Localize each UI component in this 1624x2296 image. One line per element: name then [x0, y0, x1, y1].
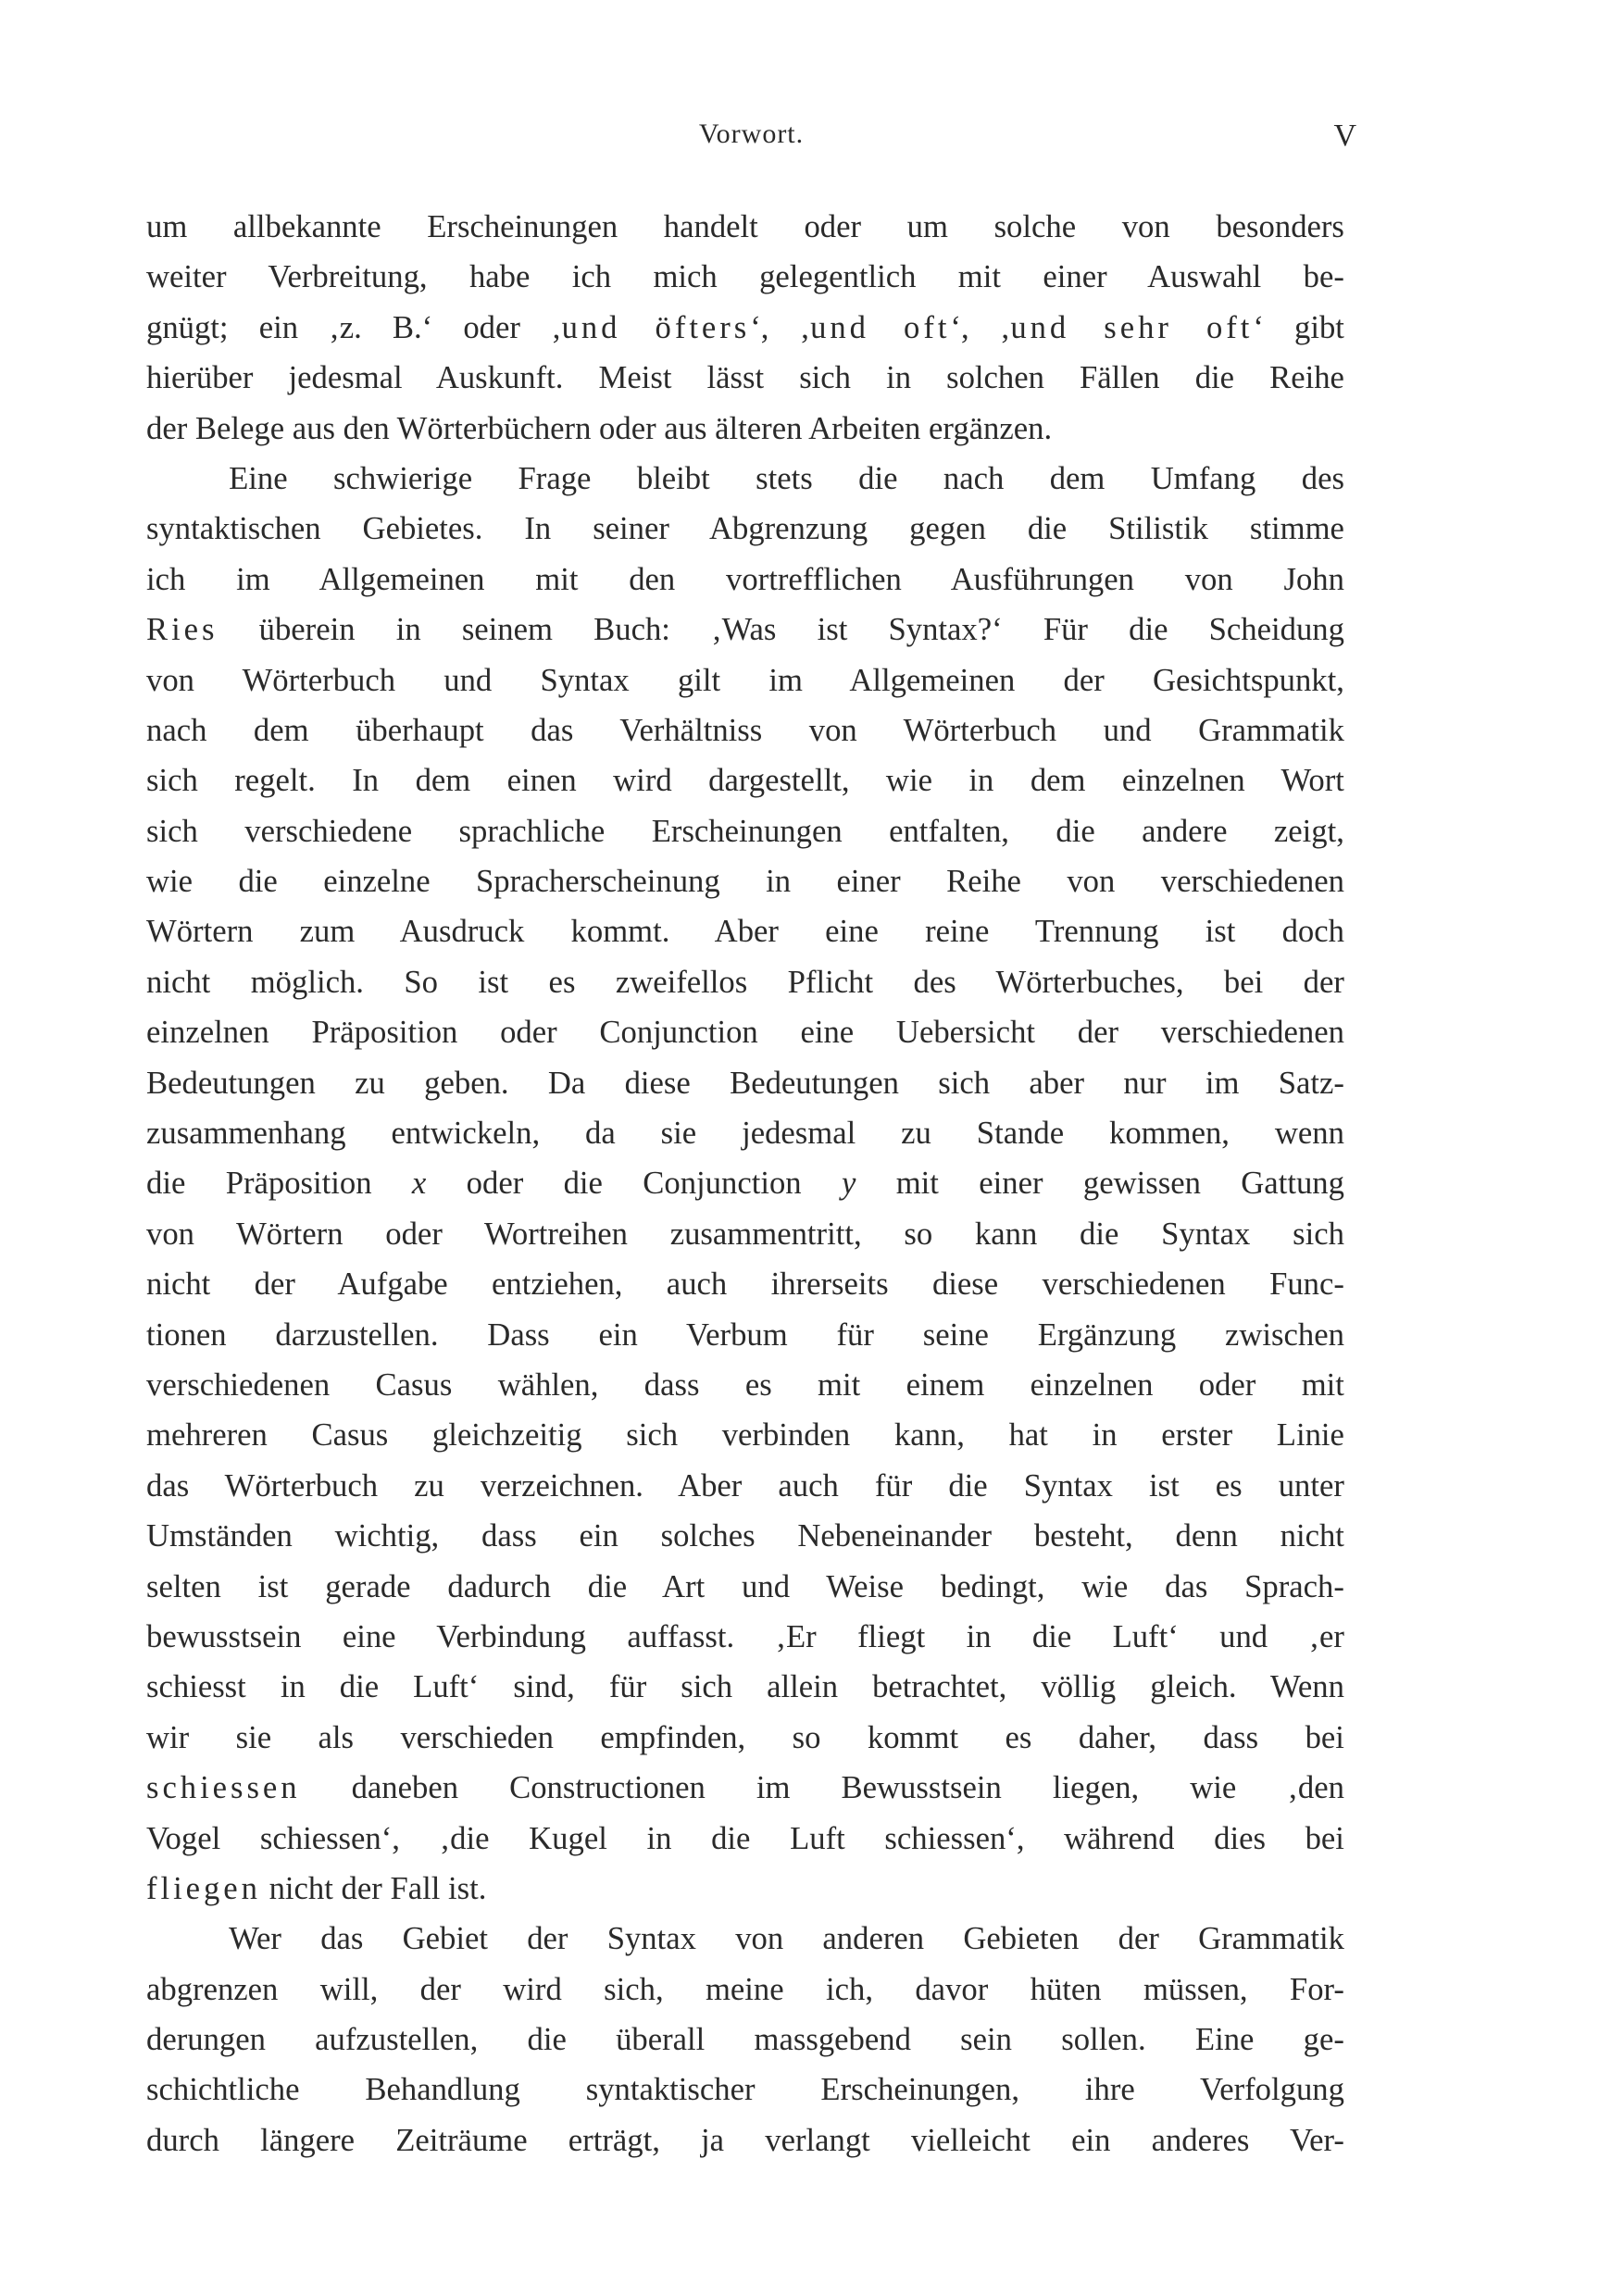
text-line — [146, 1864, 1344, 1914]
text-segment: nicht möglich. So ist es zweifellos Pflicht des Wörterbuches, bei der — [146, 963, 1344, 1000]
text-line — [146, 1310, 1344, 1360]
text-line — [146, 1410, 1344, 1460]
text-segment: oder die Conjunction — [426, 1165, 842, 1202]
text-segment: Umständen wichtig, dass ein solches Nebeneinander besteht, denn nicht — [146, 1517, 1344, 1554]
text-segment: verschiedenen Casus wählen, dass es mit einem einzelnen oder mit — [146, 1366, 1344, 1403]
text-line — [146, 2065, 1344, 2115]
text-line — [146, 1814, 1344, 1864]
text-segment: Wer das Gebiet der Syntax von anderen Gebieten der Grammatik — [229, 1920, 1344, 1957]
spaced-emphasis: und sehr oft — [1010, 308, 1254, 345]
text-line — [146, 1662, 1344, 1712]
text-segment: zusammenhang entwickeln, da sie jedesmal zu Stande kommen, wenn — [146, 1115, 1344, 1152]
text-segment: überein in seinem Buch: ‚Was ist Syntax?‘ Für die Scheidung — [218, 611, 1344, 648]
text-line — [146, 2115, 1344, 2165]
text-segment: bewusstsein eine Verbindung auffasst. ‚Er fliegt in die Luft‘ und ‚er — [146, 1617, 1344, 1654]
text-line — [146, 404, 1344, 454]
spaced-emphasis: und oft — [810, 308, 951, 345]
text-segment: mehreren Casus gleichzeitig sich verbinden kann, hat in erster Linie — [146, 1416, 1344, 1454]
text-line — [146, 1562, 1344, 1612]
running-head-title: Vorwort. — [698, 119, 805, 149]
text-line — [146, 906, 1344, 956]
text-segment: tionen darzustellen. Dass ein Verbum für seine Ergänzung zwischen — [146, 1316, 1344, 1353]
text-line — [146, 504, 1344, 554]
spaced-emphasis: fliegen — [146, 1869, 261, 1906]
text-line — [146, 1158, 1344, 1208]
text-segment: nicht der Fall ist. — [260, 1869, 487, 1906]
text-line — [146, 1209, 1344, 1259]
running-head — [146, 119, 1356, 159]
text-segment: nicht der Aufgabe entziehen, auch ihrerseits diese verschiedenen Func- — [146, 1266, 1344, 1303]
text-segment: ich im Allgemeinen mit den vortrefflichen Ausführungen von John — [146, 560, 1344, 597]
text-segment: sich verschiedene sprachliche Erscheinungen entfalten, die andere zeigt, — [146, 812, 1344, 849]
spaced-emphasis: und öfters — [561, 308, 751, 345]
text-segment: mit einer gewissen Gattung — [856, 1165, 1344, 1202]
text-segment: wie die einzelne Spracherscheinung in einer Reihe von verschiedenen — [146, 863, 1344, 900]
text-segment: nach dem überhaupt das Verhältniss von Wörterbuch und Grammatik — [146, 711, 1344, 748]
text-line — [146, 1007, 1344, 1057]
text-segment: die Präposition — [146, 1165, 412, 1202]
text-line — [146, 1259, 1344, 1309]
text-line — [146, 454, 1344, 504]
italic-variable: y — [841, 1165, 856, 1202]
text-segment: Vogel schiessen‘, ‚die Kugel in die Luft schiessen‘, während dies bei — [146, 1819, 1344, 1856]
text-segment: schichtliche Behandlung syntaktischer Erscheinungen, ihre Verfolgung — [146, 2071, 1344, 2108]
text-segment: von Wörtern oder Wortreihen zusammentritt, so kann die Syntax sich — [146, 1215, 1344, 1252]
spaced-emphasis: Ries — [146, 611, 219, 648]
text-line — [146, 705, 1344, 755]
text-line — [146, 1965, 1344, 2015]
text-line — [146, 1763, 1344, 1813]
text-line — [146, 1511, 1344, 1561]
text-line — [146, 555, 1344, 605]
text-line — [146, 755, 1344, 805]
text-segment: sich regelt. In dem einen wird dargestellt, wie in dem einzelnen Wort — [146, 762, 1344, 799]
text-segment: schiesst in die Luft‘ sind, für sich allein betrachtet, völlig gleich. Wenn — [146, 1668, 1344, 1705]
text-line — [146, 1612, 1344, 1662]
text-segment: um allbekannte Erscheinungen handelt oder um solche von besonders — [146, 208, 1344, 244]
text-segment: derungen aufzustellen, die überall massgebend sein sollen. Eine ge- — [146, 2021, 1344, 2058]
text-segment: ‘ gibt — [1253, 308, 1344, 345]
text-segment: der Belege aus den Wörterbüchern oder aus älteren Arbeiten ergänzen. — [146, 409, 1053, 446]
text-segment: weiter Verbreitung, habe ich mich gelegentlich mit einer Auswahl be- — [146, 258, 1344, 295]
text-segment: Wörtern zum Ausdruck kommt. Aber eine reine Trennung ist doch — [146, 913, 1344, 950]
text-line — [146, 957, 1344, 1007]
text-line — [146, 202, 1344, 252]
spaced-emphasis: schiessen — [146, 1769, 301, 1806]
text-segment: das Wörterbuch zu verzeichnen. Aber auch für die Syntax ist es unter — [146, 1466, 1344, 1504]
text-segment: hierüber jedesmal Auskunft. Meist lässt sich in solchen Fällen die Reihe — [146, 359, 1344, 396]
text-line — [146, 806, 1344, 856]
text-segment: selten ist gerade dadurch die Art und Weise bedingt, wie das Sprach- — [146, 1567, 1344, 1604]
text-line — [146, 353, 1344, 403]
text-line — [146, 303, 1344, 353]
text-segment: von Wörterbuch und Syntax gilt im Allgemeinen der Gesichtspunkt, — [146, 661, 1344, 698]
italic-variable: x — [411, 1165, 427, 1202]
text-segment: daneben Constructionen im Bewusstsein liegen, wie ‚den — [300, 1769, 1344, 1806]
text-segment: Bedeutungen zu geben. Da diese Bedeutungen sich aber nur im Satz- — [146, 1064, 1344, 1101]
text-segment: durch längere Zeiträume erträgt, ja verlangt vielleicht ein anderes Ver- — [146, 2121, 1344, 2158]
page-number: V — [1333, 119, 1356, 153]
text-segment: gnügt; ein ‚z. B.‘ oder ‚ — [146, 308, 562, 345]
text-segment: Eine schwierige Frage bleibt stets die nach dem Umfang des — [229, 459, 1344, 496]
text-line — [146, 655, 1344, 705]
text-line — [146, 1058, 1344, 1108]
text-line — [146, 1914, 1344, 1964]
text-segment: ‘, ‚ — [750, 308, 811, 345]
text-segment: wir sie als verschieden empfinden, so kommt es daher, dass bei — [146, 1718, 1344, 1755]
text-line — [146, 1360, 1344, 1410]
text-segment: syntaktischen Gebietes. In seiner Abgrenzung gegen die Stilistik stimme — [146, 510, 1344, 547]
text-line — [146, 252, 1344, 302]
text-line — [146, 2015, 1344, 2065]
text-segment: einzelnen Präposition oder Conjunction eine Uebersicht der verschiedenen — [146, 1014, 1344, 1051]
text-segment: abgrenzen will, der wird sich, meine ich, davor hüten müssen, For- — [146, 1970, 1344, 2007]
text-line — [146, 1108, 1344, 1158]
text-line — [146, 856, 1344, 906]
text-line — [146, 605, 1344, 655]
text-line — [146, 1713, 1344, 1763]
body-text — [146, 202, 1356, 2165]
text-line — [146, 1461, 1344, 1511]
text-segment: ‘, ‚ — [950, 308, 1011, 345]
